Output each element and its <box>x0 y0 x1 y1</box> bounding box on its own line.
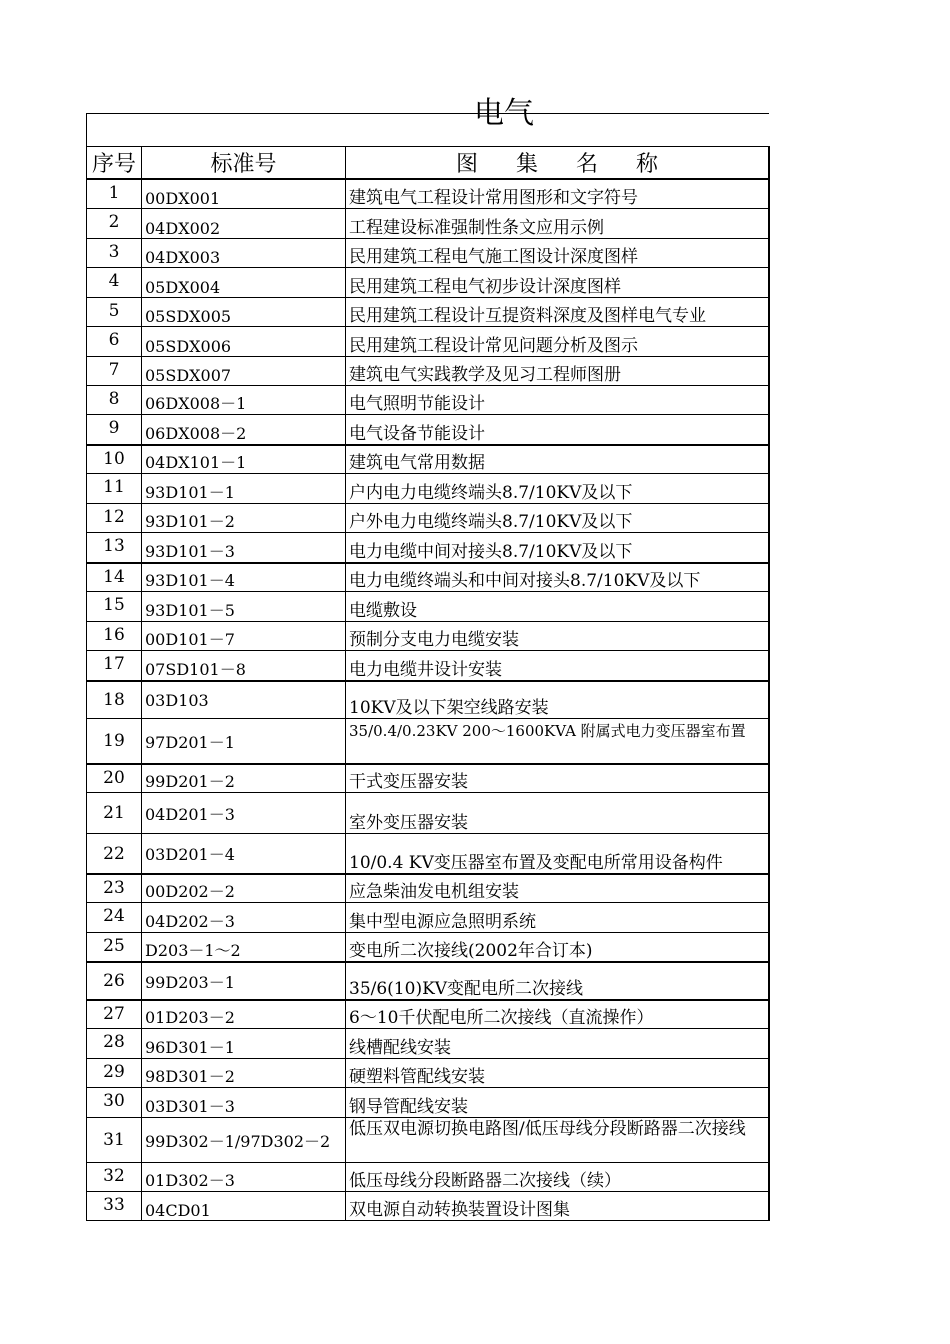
standard-code: 04DX003 <box>142 239 346 267</box>
row-number: 33 <box>87 1192 142 1220</box>
table-row <box>87 533 770 563</box>
row-number: 28 <box>87 1029 142 1058</box>
standard-code: 03D201－4 <box>142 834 346 873</box>
atlas-name: 建筑电气常用数据 <box>346 446 770 473</box>
atlas-name: 线槽配线安装 <box>346 1029 770 1058</box>
atlas-name: 电力电缆终端头和中间对接头8.7/10KV及以下 <box>346 564 770 591</box>
table-row <box>87 903 770 933</box>
row-number: 31 <box>87 1118 142 1162</box>
row-number: 21 <box>87 793 142 833</box>
row-number: 24 <box>87 903 142 932</box>
row-number: 16 <box>87 622 142 650</box>
table-row <box>87 622 770 651</box>
atlas-name: 电气设备节能设计 <box>346 415 770 444</box>
table-row <box>87 1059 770 1088</box>
row-number: 23 <box>87 875 142 902</box>
atlas-name: 户外电力电缆终端头8.7/10KV及以下 <box>346 504 770 532</box>
row-number: 12 <box>87 504 142 532</box>
row-number: 20 <box>87 765 142 792</box>
atlas-name: 低压双电源切换电路图/低压母线分段断路器二次接线 <box>346 1118 770 1162</box>
atlas-name: 35/0.4/0.23KV 200～1600KVA 附属式电力变压器室布置 <box>346 719 770 763</box>
standard-code: 04CD01 <box>142 1192 346 1220</box>
standard-code: 05SDX007 <box>142 357 346 385</box>
standard-code: 96D301－1 <box>142 1029 346 1058</box>
row-number: 25 <box>87 933 142 961</box>
atlas-name: 建筑电气工程设计常用图形和文字符号 <box>346 180 770 208</box>
atlas-name: 低压母线分段断路器二次接线（续） <box>346 1163 770 1191</box>
row-number: 3 <box>87 239 142 267</box>
table-row <box>87 1000 770 1029</box>
table-row <box>87 1192 770 1221</box>
page-title: 电气 <box>474 96 534 131</box>
row-number: 8 <box>87 386 142 414</box>
atlas-name: 民用建筑工程设计互提资料深度及图样电气专业 <box>346 298 770 326</box>
atlas-name: 工程建设标准强制性条文应用示例 <box>346 209 770 238</box>
standard-code: 93D101－4 <box>142 564 346 591</box>
standard-code: 93D101－2 <box>142 504 346 532</box>
standard-code: 00D202－2 <box>142 875 346 902</box>
row-number: 15 <box>87 592 142 621</box>
table-row <box>87 180 770 209</box>
standard-code: 04D202－3 <box>142 903 346 932</box>
header-name: 图集名称 <box>346 147 770 178</box>
header-no: 序号 <box>87 147 142 178</box>
standards-table <box>86 113 770 1221</box>
atlas-name: 钢导管配线安装 <box>346 1088 770 1117</box>
atlas-name: 双电源自动转换装置设计图集 <box>346 1192 770 1220</box>
table-row <box>87 793 770 834</box>
standard-code: 99D201－2 <box>142 765 346 792</box>
standard-code: 03D301－3 <box>142 1088 346 1117</box>
atlas-name: 建筑电气实践教学及见习工程师图册 <box>346 357 770 385</box>
standard-code: 04DX101－1 <box>142 446 346 473</box>
table-body <box>87 180 770 1221</box>
standard-code: 00DX001 <box>142 180 346 208</box>
table-row <box>87 386 770 415</box>
table-row <box>87 1088 770 1118</box>
standard-code: 01D203－2 <box>142 1001 346 1028</box>
table-row <box>87 209 770 239</box>
table-row <box>87 933 770 962</box>
table-row <box>87 327 770 357</box>
atlas-name: 6～10千伏配电所二次接线（直流操作） <box>346 1001 770 1028</box>
table-row <box>87 1118 770 1163</box>
row-number: 9 <box>87 415 142 444</box>
standard-code: D203－1～2 <box>142 933 346 961</box>
table-row <box>87 415 770 445</box>
row-number: 29 <box>87 1059 142 1087</box>
table-row <box>87 357 770 386</box>
table-row <box>87 592 770 622</box>
table-row <box>87 834 770 874</box>
table-row <box>87 563 770 592</box>
row-number: 7 <box>87 357 142 385</box>
row-number: 26 <box>87 963 142 999</box>
standard-code: 05DX004 <box>142 268 346 297</box>
table-row <box>87 1029 770 1059</box>
standard-code: 04DX002 <box>142 209 346 238</box>
table-row <box>87 962 770 1000</box>
atlas-name: 硬塑料管配线安装 <box>346 1059 770 1087</box>
row-number: 6 <box>87 327 142 356</box>
standard-code: 06DX008－2 <box>142 415 346 444</box>
table-row <box>87 298 770 327</box>
standard-code: 06DX008－1 <box>142 386 346 414</box>
standard-code: 05SDX006 <box>142 327 346 356</box>
atlas-name: 电力电缆中间对接头8.7/10KV及以下 <box>346 533 770 562</box>
standard-code: 01D302－3 <box>142 1163 346 1191</box>
table-header-row <box>87 146 770 180</box>
row-number: 11 <box>87 474 142 503</box>
standard-code: 00D101－7 <box>142 622 346 650</box>
row-number: 1 <box>87 180 142 208</box>
atlas-name: 10KV及以下架空线路安装 <box>346 682 770 718</box>
standard-code: 93D101－3 <box>142 533 346 562</box>
standard-code: 04D201－3 <box>142 793 346 833</box>
row-number: 17 <box>87 651 142 680</box>
row-number: 4 <box>87 268 142 297</box>
table-row <box>87 719 770 764</box>
atlas-name: 电力电缆井设计安装 <box>346 651 770 680</box>
table-row <box>87 651 770 681</box>
table-row <box>87 681 770 719</box>
row-number: 32 <box>87 1163 142 1191</box>
row-number: 5 <box>87 298 142 326</box>
atlas-name: 户内电力电缆终端头8.7/10KV及以下 <box>346 474 770 503</box>
standard-code: 99D302－1/97D302－2 <box>142 1118 346 1162</box>
row-number: 18 <box>87 682 142 718</box>
standard-code: 07SD101－8 <box>142 651 346 680</box>
atlas-name: 室外变压器安装 <box>346 793 770 833</box>
atlas-name: 集中型电源应急照明系统 <box>346 903 770 932</box>
atlas-name: 民用建筑工程电气施工图设计深度图样 <box>346 239 770 267</box>
standard-code: 99D203－1 <box>142 963 346 999</box>
standard-code: 97D201－1 <box>142 719 346 763</box>
row-number: 19 <box>87 719 142 763</box>
standard-code: 03D103 <box>142 682 346 718</box>
table-row <box>87 504 770 533</box>
row-number: 13 <box>87 533 142 562</box>
atlas-name: 35/6(10)KV变配电所二次接线 <box>346 963 770 999</box>
table-row <box>87 268 770 298</box>
atlas-name: 变电所二次接线(2002年合订本) <box>346 933 770 961</box>
standard-code: 93D101－1 <box>142 474 346 503</box>
table-row <box>87 239 770 268</box>
row-number: 27 <box>87 1001 142 1028</box>
row-number: 22 <box>87 834 142 873</box>
atlas-name: 电缆敷设 <box>346 592 770 621</box>
standard-code: 98D301－2 <box>142 1059 346 1087</box>
row-number: 2 <box>87 209 142 238</box>
standard-code: 93D101－5 <box>142 592 346 621</box>
header-code: 标准号 <box>142 147 346 178</box>
table-row <box>87 874 770 903</box>
atlas-name: 电气照明节能设计 <box>346 386 770 414</box>
atlas-name: 民用建筑工程设计常见问题分析及图示 <box>346 327 770 356</box>
atlas-name: 干式变压器安装 <box>346 765 770 792</box>
row-number: 30 <box>87 1088 142 1117</box>
standard-code: 05SDX005 <box>142 298 346 326</box>
table-row <box>87 1163 770 1192</box>
table-row <box>87 445 770 474</box>
atlas-name: 民用建筑工程电气初步设计深度图样 <box>346 268 770 297</box>
table-row <box>87 474 770 504</box>
row-number: 10 <box>87 446 142 473</box>
row-number: 14 <box>87 564 142 591</box>
table-row <box>87 764 770 793</box>
atlas-name: 预制分支电力电缆安装 <box>346 622 770 650</box>
atlas-name: 应急柴油发电机组安装 <box>346 875 770 902</box>
atlas-name: 10/0.4 KV变压器室布置及变配电所常用设备构件 <box>346 834 770 873</box>
